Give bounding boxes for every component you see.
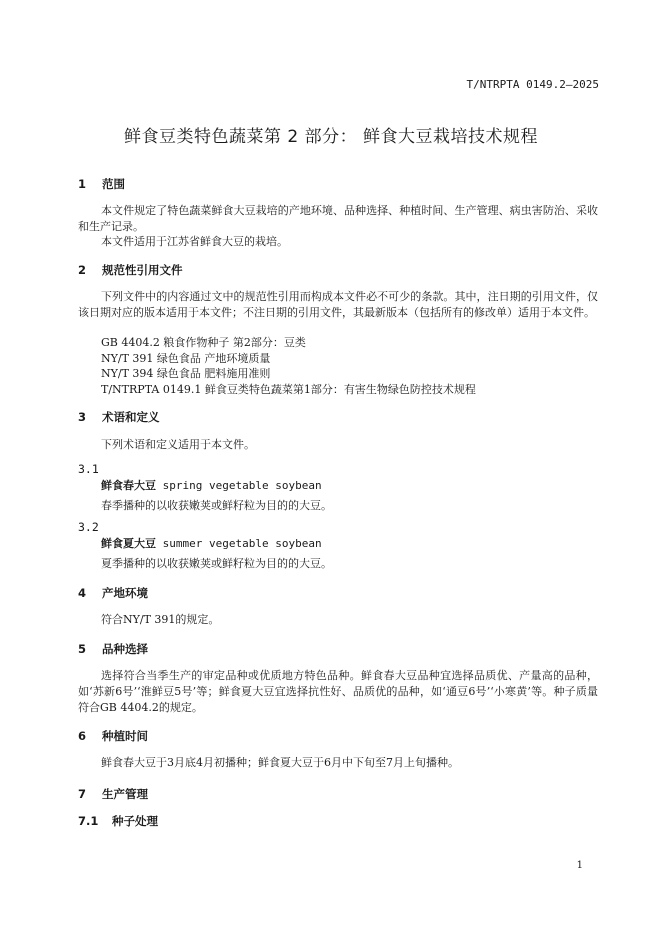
term-name xyxy=(101,477,322,493)
term-definition: 春季播种的以收获嫩荚或鲜籽粒为目的的大豆。 xyxy=(101,499,332,512)
term-number: 3.1 xyxy=(78,462,99,476)
page-title: 鲜食豆类特色蔬菜第 2 部分： 鲜食大豆栽培技术规程 xyxy=(123,127,539,147)
section-7-1-heading xyxy=(78,813,158,829)
term-zh: 鲜食春大豆 xyxy=(101,479,156,492)
section-title: 生产管理 xyxy=(102,787,149,801)
section-7-heading xyxy=(78,786,148,802)
section-2-paragraph-1: 下列文件中的内容通过文中的规范性引用而构成本文件必不可少的条款。其中，注日期的引用文件，仅该日期对应的版本适用于本文件；不注日期的引用文件，其最新版本（包括所有的修改单）适用于本文件。 xyxy=(78,290,598,319)
section-number: 1 xyxy=(78,177,87,191)
section-title: 种植时间 xyxy=(102,729,149,743)
section-number: 6 xyxy=(78,729,87,743)
term-definition: 夏季播种的以收获嫩荚或鲜籽粒为目的的大豆。 xyxy=(101,557,332,570)
section-6-heading xyxy=(78,728,148,744)
section-4-paragraph-1: 符合NY/T 391的规定。 xyxy=(101,613,220,626)
section-title: 产地环境 xyxy=(102,586,149,600)
term-en: summer vegetable soybean xyxy=(162,537,322,550)
section-4-heading xyxy=(78,585,148,601)
section-6-paragraph-1: 鲜食春大豆于3月底4月初播种；鲜食夏大豆于6月中下旬至7月上旬播种。 xyxy=(101,756,459,769)
term-zh: 鲜食夏大豆 xyxy=(101,537,156,550)
section-number: 7 xyxy=(78,787,87,801)
section-1-paragraph-2: 本文件适用于江苏省鲜食大豆的栽培。 xyxy=(101,235,288,248)
document-number: T/NTRPTA 0149.2—2025 xyxy=(466,78,599,91)
section-1-heading xyxy=(78,176,125,192)
section-number: 2 xyxy=(78,263,87,277)
reference-item: NY/T 391 绿色食品 产地环境质量 xyxy=(101,352,271,365)
section-number: 7.1 xyxy=(78,814,99,828)
reference-item: T/NTRPTA 0149.1 鲜食豆类特色蔬菜第1部分：有害生物绿色防控技术规程 xyxy=(101,383,476,396)
section-number: 3 xyxy=(78,410,87,424)
reference-item: NY/T 394 绿色食品 肥料施用准则 xyxy=(101,367,271,380)
section-5-heading xyxy=(78,641,148,657)
section-3-heading xyxy=(78,409,160,425)
term-en: spring vegetable soybean xyxy=(162,479,322,492)
section-3-paragraph-1: 下列术语和定义适用于本文件。 xyxy=(101,438,255,451)
section-number: 5 xyxy=(78,642,87,656)
section-number: 4 xyxy=(78,586,87,600)
section-title: 范围 xyxy=(102,177,126,191)
term-number: 3.2 xyxy=(78,520,99,534)
section-5-paragraph-1: 选择符合当季生产的审定品种或优质地方特色品种。鲜食春大豆品种宜选择品质优、产量高的品种，如‘苏新6号’‘淮鲜豆5号’等；鲜食夏大豆宜选择抗性好、品质优的品种，如‘通豆6号’‘小寒黄’等。种子质量符合GB 4404.2的规定。 xyxy=(78,669,598,714)
section-1-paragraph-1: 本文件规定了特色蔬菜鲜食大豆栽培的产地环境、品种选择、种植时间、生产管理、病虫害防治、采收和生产记录。 xyxy=(78,204,598,233)
section-title: 规范性引用文件 xyxy=(102,263,183,277)
page-number: 1 xyxy=(576,860,583,871)
section-title: 种子处理 xyxy=(112,814,159,828)
section-title: 品种选择 xyxy=(102,642,149,656)
reference-item: GB 4404.2 粮食作物种子 第2部分：豆类 xyxy=(101,336,306,349)
term-name xyxy=(101,535,322,551)
section-2-heading xyxy=(78,262,183,278)
section-title: 术语和定义 xyxy=(102,410,160,424)
